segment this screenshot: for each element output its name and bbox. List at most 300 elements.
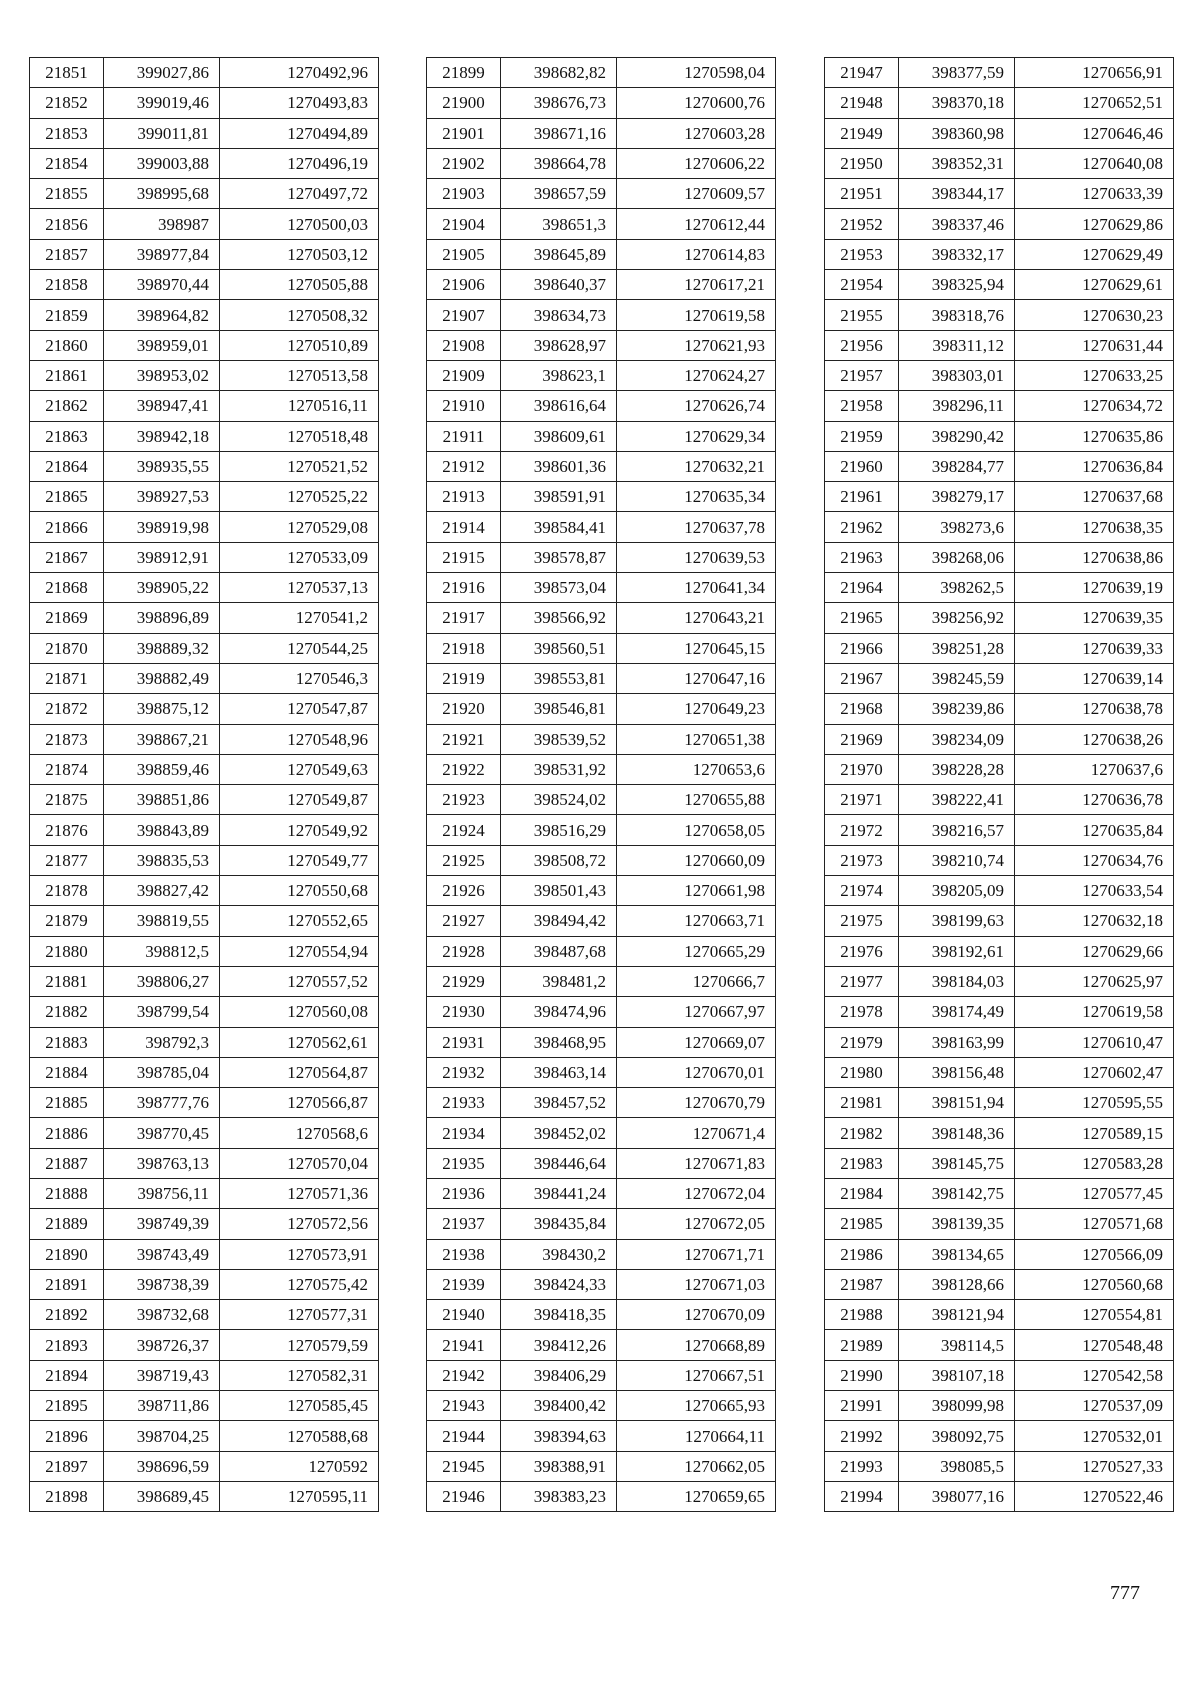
x-coordinate-cell: 398239,86 <box>899 694 1015 724</box>
table-row <box>30 1088 379 1118</box>
x-coordinate-cell: 398435,84 <box>501 1209 617 1239</box>
y-coordinate-cell: 1270606,22 <box>617 148 776 178</box>
x-coordinate-cell: 398332,17 <box>899 239 1015 269</box>
x-coordinate-cell: 398732,68 <box>104 1300 220 1330</box>
x-coordinate-cell: 398539,52 <box>501 724 617 754</box>
y-coordinate-cell: 1270557,52 <box>220 966 379 996</box>
y-coordinate-cell: 1270621,93 <box>617 330 776 360</box>
y-coordinate-cell: 1270513,58 <box>220 360 379 390</box>
table-row <box>825 1300 1174 1330</box>
table-row <box>427 512 776 542</box>
x-coordinate-cell: 398743,49 <box>104 1239 220 1269</box>
y-coordinate-cell: 1270503,12 <box>220 239 379 269</box>
y-coordinate-cell: 1270671,71 <box>617 1239 776 1269</box>
point-id-cell: 21890 <box>30 1239 104 1269</box>
x-coordinate-cell: 398145,75 <box>899 1148 1015 1178</box>
y-coordinate-cell: 1270672,05 <box>617 1209 776 1239</box>
point-id-cell: 21896 <box>30 1421 104 1451</box>
x-coordinate-cell: 398508,72 <box>501 845 617 875</box>
table-row <box>427 1057 776 1087</box>
table-row <box>825 845 1174 875</box>
table-row <box>825 270 1174 300</box>
table-row <box>825 1178 1174 1208</box>
y-coordinate-cell: 1270671,4 <box>617 1118 776 1148</box>
point-id-cell: 21905 <box>427 239 501 269</box>
table-row <box>30 542 379 572</box>
x-coordinate-cell: 398245,59 <box>899 663 1015 693</box>
y-coordinate-cell: 1270585,45 <box>220 1391 379 1421</box>
table-row <box>825 1148 1174 1178</box>
table-row <box>30 1057 379 1087</box>
table-row <box>825 573 1174 603</box>
x-coordinate-cell: 398867,21 <box>104 724 220 754</box>
table-row <box>30 785 379 815</box>
table-row <box>825 876 1174 906</box>
y-coordinate-cell: 1270537,09 <box>1015 1391 1174 1421</box>
table-row <box>427 724 776 754</box>
x-coordinate-cell: 398977,84 <box>104 239 220 269</box>
y-coordinate-cell: 1270577,45 <box>1015 1178 1174 1208</box>
y-coordinate-cell: 1270508,32 <box>220 300 379 330</box>
y-coordinate-cell: 1270651,38 <box>617 724 776 754</box>
point-id-cell: 21860 <box>30 330 104 360</box>
table-row <box>427 391 776 421</box>
x-coordinate-cell: 398418,35 <box>501 1300 617 1330</box>
table-row <box>825 1057 1174 1087</box>
x-coordinate-cell: 398325,94 <box>899 270 1015 300</box>
point-id-cell: 21986 <box>825 1239 899 1269</box>
point-id-cell: 21854 <box>30 148 104 178</box>
y-coordinate-cell: 1270493,83 <box>220 88 379 118</box>
point-id-cell: 21935 <box>427 1148 501 1178</box>
x-coordinate-cell: 398664,78 <box>501 148 617 178</box>
y-coordinate-cell: 1270664,11 <box>617 1421 776 1451</box>
y-coordinate-cell: 1270639,14 <box>1015 663 1174 693</box>
x-coordinate-cell: 398947,41 <box>104 391 220 421</box>
y-coordinate-cell: 1270629,86 <box>1015 209 1174 239</box>
table-row <box>427 663 776 693</box>
y-coordinate-cell: 1270533,09 <box>220 542 379 572</box>
point-id-cell: 21863 <box>30 421 104 451</box>
x-coordinate-cell: 398318,76 <box>899 300 1015 330</box>
point-id-cell: 21892 <box>30 1300 104 1330</box>
table-row <box>30 1269 379 1299</box>
x-coordinate-cell: 398601,36 <box>501 451 617 481</box>
y-coordinate-cell: 1270595,55 <box>1015 1088 1174 1118</box>
table-row <box>825 1269 1174 1299</box>
table-row <box>30 239 379 269</box>
point-id-cell: 21965 <box>825 603 899 633</box>
point-id-cell: 21891 <box>30 1269 104 1299</box>
x-coordinate-cell: 398441,24 <box>501 1178 617 1208</box>
table-row <box>427 542 776 572</box>
x-coordinate-cell: 398785,04 <box>104 1057 220 1087</box>
y-coordinate-cell: 1270669,07 <box>617 1027 776 1057</box>
table-row <box>427 1269 776 1299</box>
y-coordinate-cell: 1270544,25 <box>220 633 379 663</box>
y-coordinate-cell: 1270497,72 <box>220 179 379 209</box>
y-coordinate-cell: 1270668,89 <box>617 1330 776 1360</box>
y-coordinate-cell: 1270579,59 <box>220 1330 379 1360</box>
x-coordinate-cell: 398616,64 <box>501 391 617 421</box>
table-row <box>30 330 379 360</box>
y-coordinate-cell: 1270542,58 <box>1015 1360 1174 1390</box>
table-row <box>825 1330 1174 1360</box>
y-coordinate-cell: 1270549,63 <box>220 754 379 784</box>
point-id-cell: 21954 <box>825 270 899 300</box>
x-coordinate-cell: 398651,3 <box>501 209 617 239</box>
y-coordinate-cell: 1270633,25 <box>1015 360 1174 390</box>
y-coordinate-cell: 1270554,94 <box>220 936 379 966</box>
table-row <box>30 179 379 209</box>
table-row <box>427 1360 776 1390</box>
y-coordinate-cell: 1270602,47 <box>1015 1057 1174 1087</box>
y-coordinate-cell: 1270549,87 <box>220 785 379 815</box>
table-row <box>427 330 776 360</box>
y-coordinate-cell: 1270537,13 <box>220 573 379 603</box>
y-coordinate-cell: 1270629,49 <box>1015 239 1174 269</box>
point-id-cell: 21944 <box>427 1421 501 1451</box>
y-coordinate-cell: 1270635,84 <box>1015 815 1174 845</box>
y-coordinate-cell: 1270665,93 <box>617 1391 776 1421</box>
x-coordinate-cell: 398284,77 <box>899 451 1015 481</box>
point-id-cell: 21958 <box>825 391 899 421</box>
x-coordinate-cell: 398156,48 <box>899 1057 1015 1087</box>
table-row <box>825 966 1174 996</box>
point-id-cell: 21898 <box>30 1481 104 1511</box>
x-coordinate-cell: 398987 <box>104 209 220 239</box>
y-coordinate-cell: 1270577,31 <box>220 1300 379 1330</box>
y-coordinate-cell: 1270571,36 <box>220 1178 379 1208</box>
x-coordinate-cell: 398657,59 <box>501 179 617 209</box>
table-row <box>825 482 1174 512</box>
table-row <box>825 209 1174 239</box>
y-coordinate-cell: 1270529,08 <box>220 512 379 542</box>
x-coordinate-cell: 398099,98 <box>899 1391 1015 1421</box>
point-id-cell: 21876 <box>30 815 104 845</box>
point-id-cell: 21967 <box>825 663 899 693</box>
y-coordinate-cell: 1270638,78 <box>1015 694 1174 724</box>
x-coordinate-cell: 398216,57 <box>899 815 1015 845</box>
y-coordinate-cell: 1270638,26 <box>1015 724 1174 754</box>
table-row <box>30 1027 379 1057</box>
x-coordinate-cell: 398452,02 <box>501 1118 617 1148</box>
point-id-cell: 21888 <box>30 1178 104 1208</box>
x-coordinate-cell: 398370,18 <box>899 88 1015 118</box>
point-id-cell: 21856 <box>30 209 104 239</box>
table-row <box>427 785 776 815</box>
x-coordinate-cell: 398251,28 <box>899 633 1015 663</box>
y-coordinate-cell: 1270656,91 <box>1015 58 1174 88</box>
x-coordinate-cell: 398640,37 <box>501 270 617 300</box>
x-coordinate-cell: 398352,31 <box>899 148 1015 178</box>
table-row <box>30 300 379 330</box>
point-id-cell: 21978 <box>825 997 899 1027</box>
x-coordinate-cell: 398424,33 <box>501 1269 617 1299</box>
x-coordinate-cell: 398905,22 <box>104 573 220 603</box>
y-coordinate-cell: 1270630,23 <box>1015 300 1174 330</box>
y-coordinate-cell: 1270614,83 <box>617 239 776 269</box>
x-coordinate-cell: 398107,18 <box>899 1360 1015 1390</box>
table-row <box>427 966 776 996</box>
x-coordinate-cell: 398573,04 <box>501 573 617 603</box>
point-id-cell: 21887 <box>30 1148 104 1178</box>
point-id-cell: 21872 <box>30 694 104 724</box>
x-coordinate-cell: 398634,73 <box>501 300 617 330</box>
table-row <box>30 1209 379 1239</box>
point-id-cell: 21925 <box>427 845 501 875</box>
x-coordinate-cell: 398835,53 <box>104 845 220 875</box>
table-row <box>427 360 776 390</box>
point-id-cell: 21914 <box>427 512 501 542</box>
y-coordinate-cell: 1270634,76 <box>1015 845 1174 875</box>
point-id-cell: 21855 <box>30 179 104 209</box>
x-coordinate-cell: 398205,09 <box>899 876 1015 906</box>
y-coordinate-cell: 1270541,2 <box>220 603 379 633</box>
y-coordinate-cell: 1270552,65 <box>220 906 379 936</box>
y-coordinate-cell: 1270573,91 <box>220 1239 379 1269</box>
y-coordinate-cell: 1270570,04 <box>220 1148 379 1178</box>
table-row <box>427 603 776 633</box>
point-id-cell: 21921 <box>427 724 501 754</box>
y-coordinate-cell: 1270658,05 <box>617 815 776 845</box>
point-id-cell: 21879 <box>30 906 104 936</box>
table-row <box>427 1027 776 1057</box>
y-coordinate-cell: 1270548,96 <box>220 724 379 754</box>
table-row <box>825 421 1174 451</box>
point-id-cell: 21917 <box>427 603 501 633</box>
x-coordinate-cell: 398148,36 <box>899 1118 1015 1148</box>
table-row <box>825 179 1174 209</box>
point-id-cell: 21893 <box>30 1330 104 1360</box>
y-coordinate-cell: 1270639,53 <box>617 542 776 572</box>
table-row <box>427 179 776 209</box>
table-row <box>30 1300 379 1330</box>
point-id-cell: 21857 <box>30 239 104 269</box>
x-coordinate-cell: 398114,5 <box>899 1330 1015 1360</box>
table-row <box>30 88 379 118</box>
x-coordinate-cell: 398995,68 <box>104 179 220 209</box>
y-coordinate-cell: 1270671,83 <box>617 1148 776 1178</box>
y-coordinate-cell: 1270636,78 <box>1015 785 1174 815</box>
y-coordinate-cell: 1270516,11 <box>220 391 379 421</box>
table-row <box>427 239 776 269</box>
table-row <box>427 1300 776 1330</box>
point-id-cell: 21951 <box>825 179 899 209</box>
x-coordinate-cell: 398388,91 <box>501 1451 617 1481</box>
y-coordinate-cell: 1270549,92 <box>220 815 379 845</box>
y-coordinate-cell: 1270496,19 <box>220 148 379 178</box>
point-id-cell: 21866 <box>30 512 104 542</box>
point-id-cell: 21989 <box>825 1330 899 1360</box>
x-coordinate-cell: 398882,49 <box>104 663 220 693</box>
x-coordinate-cell: 398184,03 <box>899 966 1015 996</box>
point-id-cell: 21969 <box>825 724 899 754</box>
x-coordinate-cell: 399011,81 <box>104 118 220 148</box>
point-id-cell: 21873 <box>30 724 104 754</box>
x-coordinate-cell: 398927,53 <box>104 482 220 512</box>
point-id-cell: 21932 <box>427 1057 501 1087</box>
table-row <box>825 663 1174 693</box>
point-id-cell: 21975 <box>825 906 899 936</box>
point-id-cell: 21903 <box>427 179 501 209</box>
point-id-cell: 21976 <box>825 936 899 966</box>
point-id-cell: 21961 <box>825 482 899 512</box>
y-coordinate-cell: 1270560,08 <box>220 997 379 1027</box>
y-coordinate-cell: 1270568,6 <box>220 1118 379 1148</box>
x-coordinate-cell: 398303,01 <box>899 360 1015 390</box>
x-coordinate-cell: 398481,2 <box>501 966 617 996</box>
y-coordinate-cell: 1270638,86 <box>1015 542 1174 572</box>
point-id-cell: 21924 <box>427 815 501 845</box>
point-id-cell: 21869 <box>30 603 104 633</box>
y-coordinate-cell: 1270617,21 <box>617 270 776 300</box>
point-id-cell: 21957 <box>825 360 899 390</box>
point-id-cell: 21871 <box>30 663 104 693</box>
y-coordinate-cell: 1270634,72 <box>1015 391 1174 421</box>
table-row <box>825 1239 1174 1269</box>
point-id-cell: 21952 <box>825 209 899 239</box>
x-coordinate-cell: 398085,5 <box>899 1451 1015 1481</box>
x-coordinate-cell: 398077,16 <box>899 1481 1015 1511</box>
y-coordinate-cell: 1270635,86 <box>1015 421 1174 451</box>
y-coordinate-cell: 1270667,51 <box>617 1360 776 1390</box>
table-row <box>427 1148 776 1178</box>
x-coordinate-cell: 398628,97 <box>501 330 617 360</box>
table-row <box>427 1421 776 1451</box>
x-coordinate-cell: 398524,02 <box>501 785 617 815</box>
table-row <box>30 421 379 451</box>
y-coordinate-cell: 1270560,68 <box>1015 1269 1174 1299</box>
table-row <box>825 1027 1174 1057</box>
page-number: 777 <box>1110 1582 1140 1604</box>
y-coordinate-cell: 1270548,48 <box>1015 1330 1174 1360</box>
point-id-cell: 21878 <box>30 876 104 906</box>
table-row <box>427 754 776 784</box>
x-coordinate-cell: 398128,66 <box>899 1269 1015 1299</box>
table-row <box>30 148 379 178</box>
table-row <box>825 148 1174 178</box>
y-coordinate-cell: 1270629,66 <box>1015 936 1174 966</box>
point-id-cell: 21939 <box>427 1269 501 1299</box>
x-coordinate-cell: 398121,94 <box>899 1300 1015 1330</box>
y-coordinate-cell: 1270610,47 <box>1015 1027 1174 1057</box>
table-row <box>427 1088 776 1118</box>
table-row <box>427 694 776 724</box>
y-coordinate-cell: 1270554,81 <box>1015 1300 1174 1330</box>
point-id-cell: 21911 <box>427 421 501 451</box>
point-id-cell: 21919 <box>427 663 501 693</box>
point-id-cell: 21929 <box>427 966 501 996</box>
table-row <box>825 239 1174 269</box>
y-coordinate-cell: 1270671,03 <box>617 1269 776 1299</box>
point-id-cell: 21983 <box>825 1148 899 1178</box>
y-coordinate-cell: 1270626,74 <box>617 391 776 421</box>
y-coordinate-cell: 1270494,89 <box>220 118 379 148</box>
point-id-cell: 21973 <box>825 845 899 875</box>
x-coordinate-cell: 398360,98 <box>899 118 1015 148</box>
point-id-cell: 21990 <box>825 1360 899 1390</box>
x-coordinate-cell: 398770,45 <box>104 1118 220 1148</box>
table-row <box>30 58 379 88</box>
x-coordinate-cell: 398689,45 <box>104 1481 220 1511</box>
y-coordinate-cell: 1270525,22 <box>220 482 379 512</box>
table-row <box>30 1148 379 1178</box>
point-id-cell: 21901 <box>427 118 501 148</box>
table-row <box>30 270 379 300</box>
x-coordinate-cell: 398406,29 <box>501 1360 617 1390</box>
point-id-cell: 21988 <box>825 1300 899 1330</box>
table-row <box>30 1360 379 1390</box>
x-coordinate-cell: 398777,76 <box>104 1088 220 1118</box>
table-row <box>427 1239 776 1269</box>
y-coordinate-cell: 1270624,27 <box>617 360 776 390</box>
x-coordinate-cell: 398799,54 <box>104 997 220 1027</box>
table-row <box>825 542 1174 572</box>
y-coordinate-cell: 1270652,51 <box>1015 88 1174 118</box>
y-coordinate-cell: 1270571,68 <box>1015 1209 1174 1239</box>
y-coordinate-cell: 1270589,15 <box>1015 1118 1174 1148</box>
y-coordinate-cell: 1270667,97 <box>617 997 776 1027</box>
y-coordinate-cell: 1270663,71 <box>617 906 776 936</box>
table-row <box>30 1481 379 1511</box>
x-coordinate-cell: 398092,75 <box>899 1421 1015 1451</box>
point-id-cell: 21913 <box>427 482 501 512</box>
y-coordinate-cell: 1270629,34 <box>617 421 776 451</box>
y-coordinate-cell: 1270566,09 <box>1015 1239 1174 1269</box>
y-coordinate-cell: 1270532,01 <box>1015 1421 1174 1451</box>
x-coordinate-cell: 398827,42 <box>104 876 220 906</box>
y-coordinate-cell: 1270631,44 <box>1015 330 1174 360</box>
table-row <box>427 997 776 1027</box>
point-id-cell: 21962 <box>825 512 899 542</box>
y-coordinate-cell: 1270562,61 <box>220 1027 379 1057</box>
point-id-cell: 21936 <box>427 1178 501 1208</box>
point-id-cell: 21959 <box>825 421 899 451</box>
point-id-cell: 21960 <box>825 451 899 481</box>
table-row <box>825 997 1174 1027</box>
table-row <box>30 906 379 936</box>
x-coordinate-cell: 398546,81 <box>501 694 617 724</box>
table-row <box>427 1209 776 1239</box>
y-coordinate-cell: 1270672,04 <box>617 1178 776 1208</box>
point-id-cell: 21886 <box>30 1118 104 1148</box>
table-row <box>30 1421 379 1451</box>
point-id-cell: 21853 <box>30 118 104 148</box>
point-id-cell: 21877 <box>30 845 104 875</box>
table-row <box>30 845 379 875</box>
x-coordinate-cell: 398889,32 <box>104 633 220 663</box>
point-id-cell: 21868 <box>30 573 104 603</box>
point-id-cell: 21867 <box>30 542 104 572</box>
point-id-cell: 21955 <box>825 300 899 330</box>
x-coordinate-cell: 398560,51 <box>501 633 617 663</box>
y-coordinate-cell: 1270647,16 <box>617 663 776 693</box>
point-id-cell: 21993 <box>825 1451 899 1481</box>
table-row <box>825 724 1174 754</box>
table-row <box>30 1178 379 1208</box>
coordinate-table-1 <box>29 57 379 1512</box>
point-id-cell: 21982 <box>825 1118 899 1148</box>
table-row <box>427 1178 776 1208</box>
table-row <box>30 209 379 239</box>
point-id-cell: 21966 <box>825 633 899 663</box>
point-id-cell: 21963 <box>825 542 899 572</box>
x-coordinate-cell: 398279,17 <box>899 482 1015 512</box>
y-coordinate-cell: 1270645,15 <box>617 633 776 663</box>
x-coordinate-cell: 398566,92 <box>501 603 617 633</box>
y-coordinate-cell: 1270638,35 <box>1015 512 1174 542</box>
